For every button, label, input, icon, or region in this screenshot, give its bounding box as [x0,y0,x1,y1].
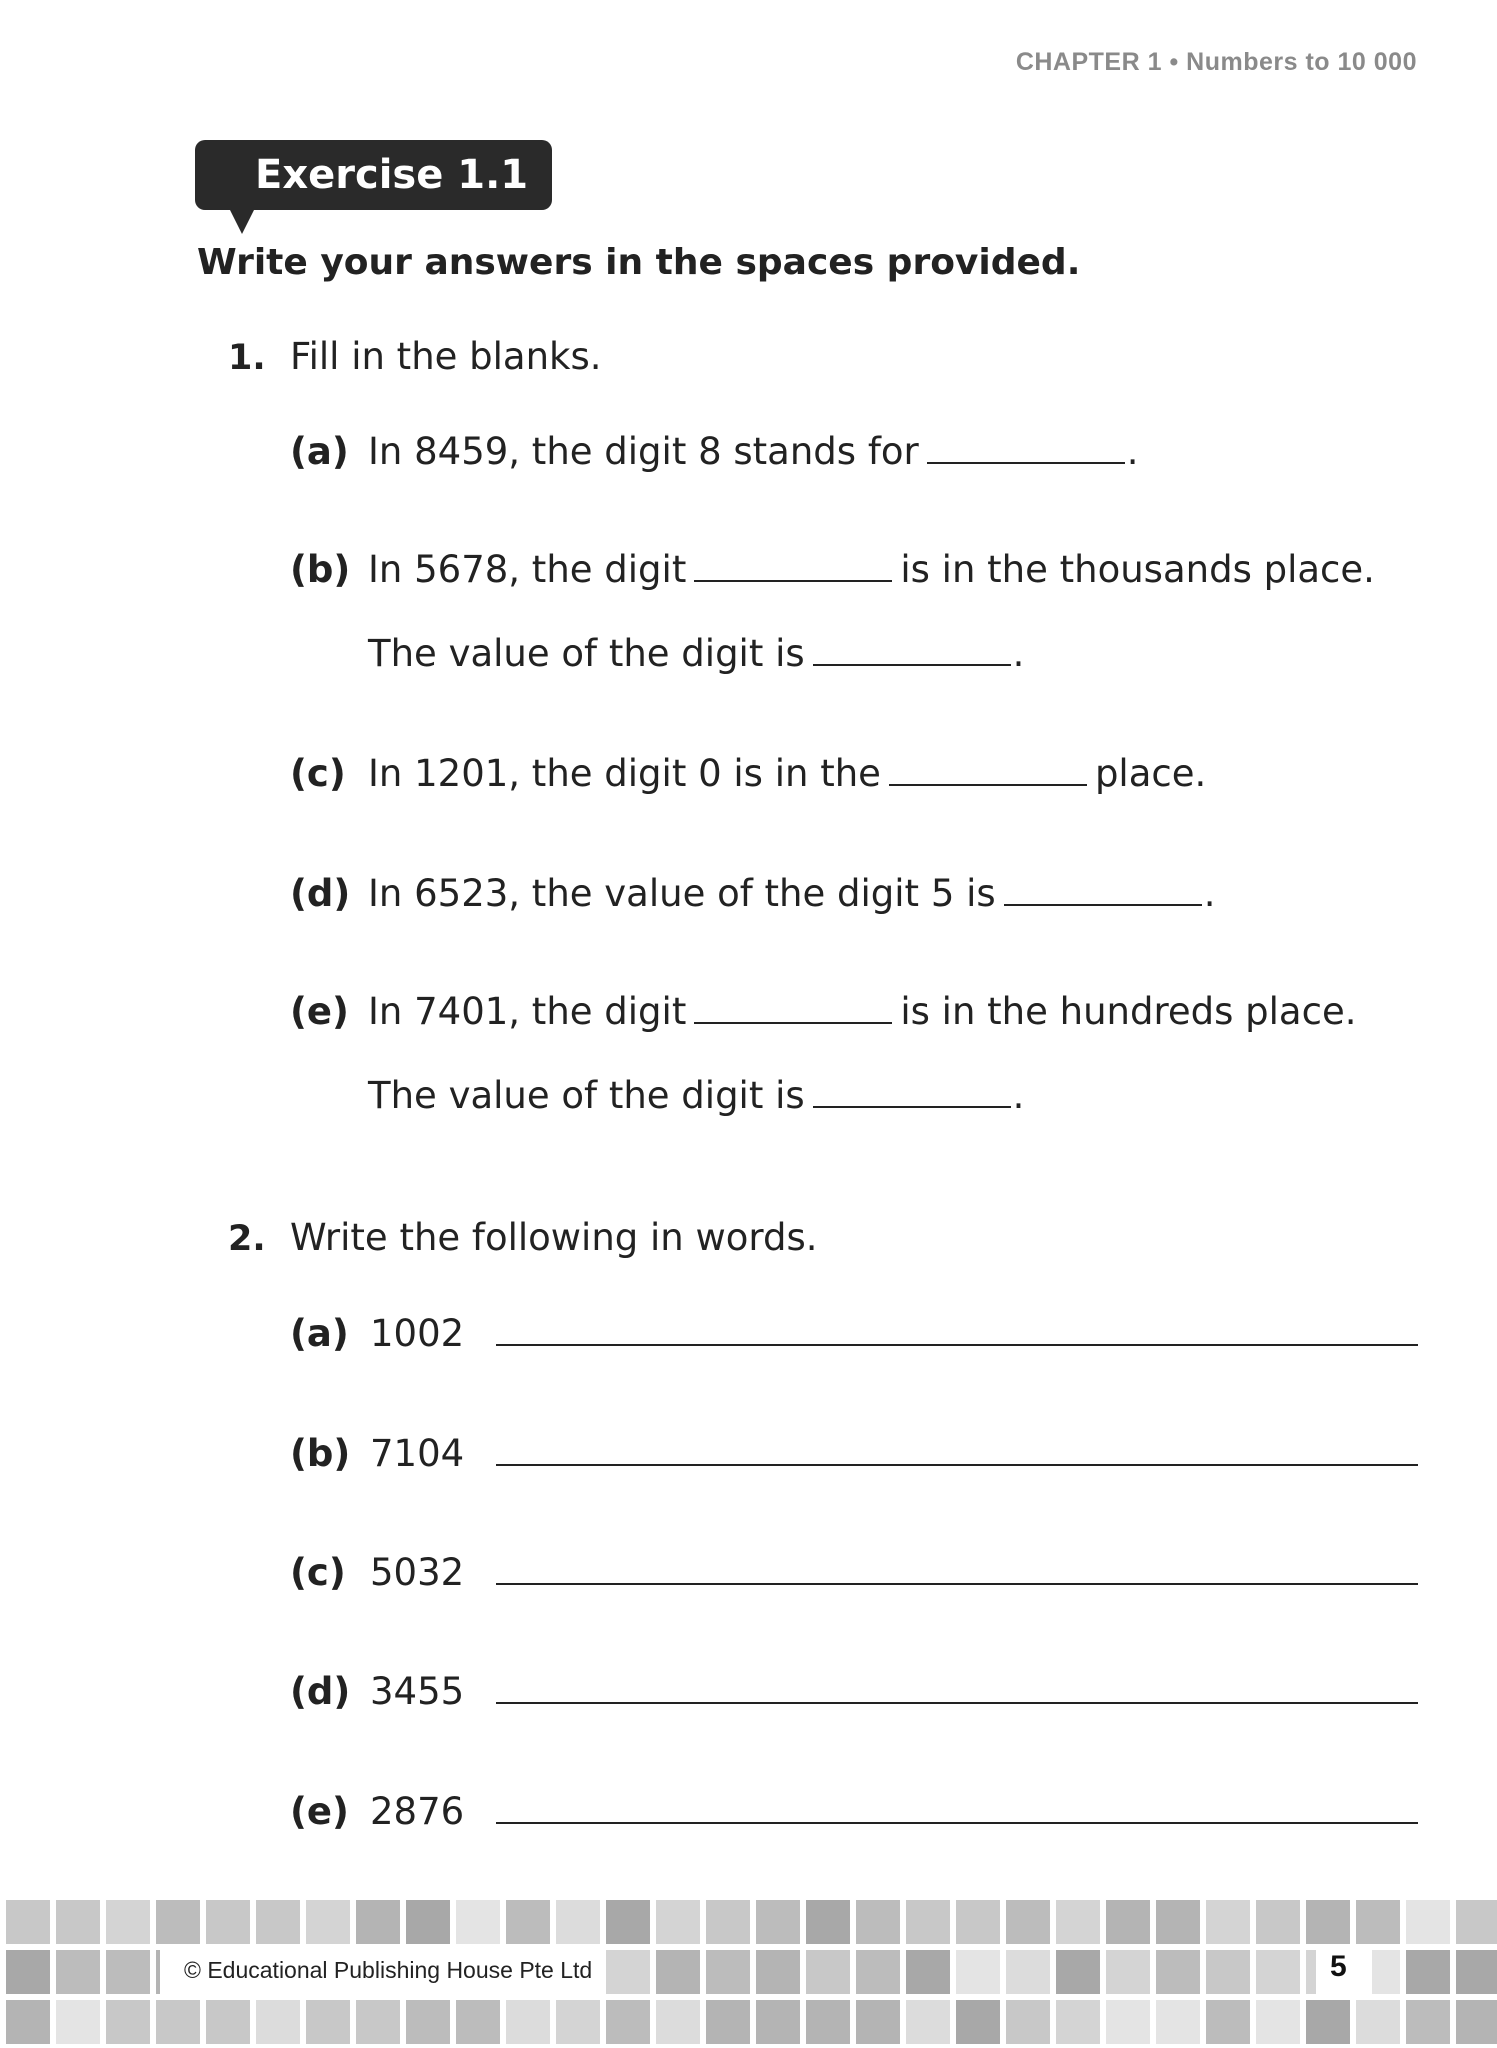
footer-tile [706,2000,750,2044]
q2a-label: (a) [290,1312,349,1355]
footer-tile [306,2000,350,2044]
footer-tile [106,1950,150,1994]
footer-tile [806,2000,850,2044]
q2e-answer-line[interactable] [496,1822,1418,1824]
footer-tile [856,1900,900,1944]
footer-tile [1306,2000,1350,2044]
page-number: 5 [1330,1950,1347,1983]
footer-tile [56,1950,100,1994]
footer-tile [806,1950,850,1994]
q1b-text-end: is in the thousands place. [900,548,1375,591]
q1c-text-end: place. [1094,752,1207,795]
chapter-header [1016,48,1417,77]
footer-tile [606,1900,650,1944]
footer-tile [1056,1950,1100,1994]
footer-tile [756,2000,800,2044]
footer-tile [1406,2000,1450,2044]
q2d-answer-line[interactable] [496,1702,1418,1704]
footer-tile [1056,1900,1100,1944]
q1e-period: . [1012,1074,1025,1117]
footer-tile [906,1950,950,1994]
q1e-text-end: is in the hundreds place. [900,990,1357,1033]
footer-tile [856,2000,900,2044]
q1e-label: (e) [290,990,349,1033]
footer-tile [56,1900,100,1944]
q2b-label: (b) [290,1432,351,1475]
footer-tile [6,2000,50,2044]
q1d-row [368,872,1215,915]
footer-tile [1006,1900,1050,1944]
footer-tile [1406,1950,1450,1994]
q1a-label: (a) [290,430,349,473]
footer-tile [356,1900,400,1944]
q1e-digit-blank[interactable] [694,1022,892,1024]
footer-tile [956,1950,1000,1994]
q1c-text: In 1201, the digit 0 is in the [368,752,881,795]
q2d-label: (d) [290,1670,351,1713]
footer-tile [156,1900,200,1944]
q1b-value-blank[interactable] [813,664,1011,666]
q2b-value: 7104 [370,1432,465,1475]
footer-tile [256,1900,300,1944]
q1b-text: In 5678, the digit [368,548,687,591]
q2-number: 2. [228,1219,266,1259]
q1b-row2 [368,632,1024,675]
footer-tile [6,1950,50,1994]
footer-tile [956,2000,1000,2044]
q1e-text: In 7401, the digit [368,990,687,1033]
footer-tile [56,2000,100,2044]
footer-tile [856,1950,900,1994]
footer-tile [1106,1950,1150,1994]
q1b-row [368,548,1375,591]
q1e-row [368,990,1356,1033]
q2-text: Write the following in words. [290,1216,818,1259]
q1b-label: (b) [290,548,351,591]
footer-tile [1456,1900,1497,1944]
footer-tile [556,2000,600,2044]
footer-tile [206,2000,250,2044]
footer-tile [1006,1950,1050,1994]
q1c-row [368,752,1206,795]
q2a-value: 1002 [370,1312,465,1355]
badge-tail [228,206,256,234]
q1e-value-text: The value of the digit is [368,1074,805,1117]
q1b-value-text: The value of the digit is [368,632,805,675]
footer-tile [1106,1900,1150,1944]
q2b-answer-line[interactable] [496,1464,1418,1466]
q1d-period: . [1203,872,1216,915]
exercise-title: Exercise 1.1 [255,152,529,198]
instruction-text: Write your answers in the spaces provided. [197,242,1081,283]
q2a-answer-line[interactable] [496,1344,1418,1346]
footer-tile [556,1900,600,1944]
footer-tile [606,2000,650,2044]
q1e-row2 [368,1074,1024,1117]
footer-tile [756,1950,800,1994]
footer-tile [456,2000,500,2044]
footer-tile [1406,1900,1450,1944]
q1b-period: . [1012,632,1025,675]
footer-tile [1206,1950,1250,1994]
footer-tile [106,1900,150,1944]
footer-tile [1456,1950,1497,1994]
exercise-title-badge [195,140,552,210]
q2c-value: 5032 [370,1551,465,1594]
footer-tile [606,1950,650,1994]
footer-tile [956,1900,1000,1944]
q1a-period: . [1126,430,1139,473]
footer-tile [6,1900,50,1944]
footer-tile [1056,2000,1100,2044]
footer-tile [1206,1900,1250,1944]
q1a-row [368,430,1138,473]
footer-tile [1356,1900,1400,1944]
footer-tile [356,2000,400,2044]
q1d-answer-blank[interactable] [1004,904,1202,906]
footer-tile [1206,2000,1250,2044]
chapter-label: CHAPTER 1 [1015,48,1162,76]
footer-tile [206,1900,250,1944]
chapter-topic: Numbers to 10 000 [1186,48,1417,76]
footer-tile [906,2000,950,2044]
footer-tile [1256,1900,1300,1944]
q1d-text: In 6523, the value of the digit 5 is [368,872,996,915]
footer-tile [506,2000,550,2044]
footer-tile [706,1950,750,1994]
footer-tile [1456,2000,1497,2044]
footer-tile [1156,1900,1200,1944]
copyright-text: © Educational Publishing House Pte Ltd [180,1957,596,1984]
q1b-digit-blank[interactable] [694,580,892,582]
q1-text: Fill in the blanks. [290,335,602,378]
footer-tile [706,1900,750,1944]
footer-tile [656,1900,700,1944]
q1d-label: (d) [290,872,351,915]
footer-tile [1256,2000,1300,2044]
footer-tile [406,2000,450,2044]
footer-tile [656,2000,700,2044]
q2e-label: (e) [290,1790,349,1833]
footer-tile [1306,1900,1350,1944]
footer-tile [106,2000,150,2044]
footer-tile [1106,2000,1150,2044]
q1a-text: In 8459, the digit 8 stands for [368,430,919,473]
footer-tile [1156,2000,1200,2044]
q1c-label: (c) [290,752,346,795]
q2c-label: (c) [290,1551,346,1594]
footer-tile [1256,1950,1300,1994]
footer-tile [456,1900,500,1944]
footer-tile [406,1900,450,1944]
footer-tile [156,2000,200,2044]
footer-tile [906,1900,950,1944]
footer-tile [656,1950,700,1994]
q2c-answer-line[interactable] [496,1583,1418,1585]
header-separator: • [1169,48,1179,76]
footer-tile [806,1900,850,1944]
footer-tile [1356,2000,1400,2044]
footer-tile [256,2000,300,2044]
q1-number: 1. [228,338,266,378]
q2e-value: 2876 [370,1790,465,1833]
q2d-value: 3455 [370,1670,465,1713]
q1e-value-blank[interactable] [813,1106,1011,1108]
footer-tile [306,1900,350,1944]
footer-tile [506,1900,550,1944]
q1c-answer-blank[interactable] [889,784,1087,786]
footer-tile [756,1900,800,1944]
footer-tile [1006,2000,1050,2044]
q1a-answer-blank[interactable] [927,462,1125,464]
footer-tile [1156,1950,1200,1994]
